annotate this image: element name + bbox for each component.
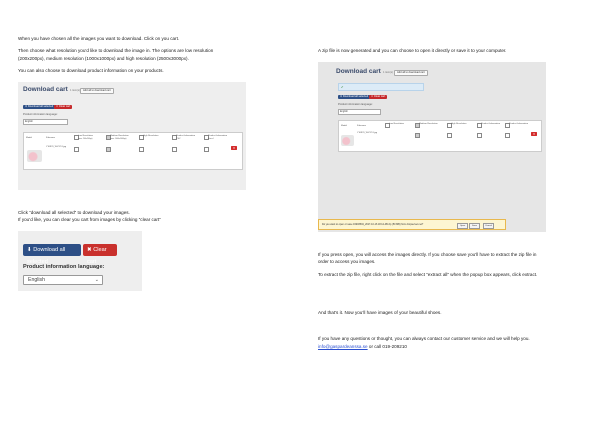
download-icon: ⬇ — [25, 105, 28, 108]
add-all-button-2: Add all to download cart — [394, 70, 428, 76]
row-checkbox-csv — [172, 147, 177, 152]
close-icon: ✕ — [232, 146, 236, 150]
row-checkbox-high — [139, 147, 144, 152]
contact-line: If you have any questions or thought, you can always contact our customer service and we will help you. — [318, 336, 530, 341]
row-checkbox-excel-2 — [505, 133, 510, 138]
col-excel: Excel — [208, 138, 214, 140]
shoe-thumbnail-2 — [341, 135, 354, 146]
chevron-down-icon: ⌄ — [94, 277, 99, 283]
cancel-button: Cancel — [483, 223, 494, 230]
cart-title-2: Download cart — [336, 68, 381, 75]
language-select: English ⌄ — [23, 275, 103, 285]
download-icon: ⬇ — [340, 95, 343, 98]
row-filename: Y16976_W-PJT4.jpg — [46, 146, 67, 148]
product-info-label-2: Product information language: — [338, 103, 373, 106]
col-medium: Medium Resolution — [110, 135, 129, 137]
instruction-extract: To extract the zip file, right click on the file and select ”extract all” when the popup box appears, click extract. — [318, 272, 538, 277]
cart-item-count-2: 1 item(s) — [383, 71, 394, 74]
col-low: Low Resolution — [78, 135, 93, 137]
add-all-button: Add all to download cart — [80, 88, 114, 94]
col-low-2: Low Resolution — [389, 123, 404, 125]
row-checkbox-low — [74, 147, 79, 152]
download-notification-bar — [318, 219, 506, 230]
product-info-label: Product information language: — [23, 113, 58, 116]
download-cart-screenshot — [18, 82, 246, 190]
check-icon: ✔ — [341, 85, 344, 89]
cart-table-2 — [338, 120, 542, 152]
download-all-mini-button: ⬇ Download all selected — [25, 105, 54, 108]
col-low-size: (max. 200x200px) — [78, 138, 93, 140]
language-select-mini: English — [23, 119, 68, 125]
instruction-zip-generated: A zip file is now generated and you can choose to open it directly or save it to your computer. — [318, 48, 507, 53]
shoe-thumbnail — [27, 150, 42, 162]
cart-title: Download cart — [23, 86, 68, 93]
product-info-language-label: Product information language: — [23, 264, 105, 270]
cart-item-count: 1 item(s) — [70, 89, 81, 92]
col-product-info-excel-2: Product Information — [509, 123, 529, 125]
col-product-info-excel: Product Information — [208, 135, 228, 137]
row-checkbox-medium-2 — [415, 133, 420, 138]
instruction-open-save-line1: If you press open, you will access the images directly. If you choose save you’ll have to extract the zip file in — [318, 252, 537, 257]
contact-details — [318, 344, 407, 350]
row-checkbox-medium — [106, 147, 111, 152]
col-medium-2: Medium Resolution — [419, 123, 438, 125]
instruction-choose-images: When you have chosen all the images you want to download. Click on you cart. — [18, 36, 180, 41]
row-checkbox-excel — [204, 147, 209, 152]
open-button: Open — [457, 223, 468, 230]
row-checkbox-high-2 — [447, 133, 452, 138]
phone-text: or call 019-209210 — [367, 344, 407, 349]
col-filename-2: Filename — [357, 125, 366, 127]
cart-table — [23, 132, 243, 170]
x-icon: ✖ — [87, 247, 92, 253]
x-icon: ✕ — [371, 95, 374, 98]
download-all-button: ⬇ Download all selected — [23, 244, 81, 256]
instruction-download-all: Click “download all selected” to download your images. — [18, 210, 130, 215]
save-button: Save — [469, 223, 480, 230]
notice-box — [338, 83, 424, 91]
row-checkbox-csv-2 — [477, 133, 482, 138]
download-all-mini-button-2: ⬇ Download all selected — [340, 95, 369, 98]
email-link[interactable]: info@gaspardeanssa.se — [318, 344, 368, 349]
download-prompt-text: Do you want to open or save 19903504_2017-10-16 18:12-4B.zip (50 MB) from dropserver.net? — [322, 222, 424, 226]
instruction-resolution-line1: Then choose what resolution you’d like to download the image in. The options are low resolution — [18, 48, 214, 53]
instruction-resolution-line2: (200x200px), medium resolution (1000x1000px) and high resolution (2500x3000px). — [18, 56, 189, 61]
col-high: High Resolution — [143, 135, 159, 137]
col-model-2: Model — [341, 125, 347, 127]
col-model: Model — [26, 137, 32, 139]
close-icon: ✕ — [532, 132, 536, 136]
instruction-clear-cart: If you’d like, you can clear you cart from images by clicking “clear cart” — [18, 217, 161, 222]
col-medium-size: (max. 1000x1000px) — [110, 138, 127, 140]
download-icon: ⬇ — [27, 247, 32, 253]
instruction-open-save-line2: order to access you images. — [318, 259, 376, 264]
col-product-info-csv: Product Information — [176, 135, 196, 137]
col-product-info-csv-2: Product Information — [481, 123, 501, 125]
row-filename-2: Y16976_W-PJT4.jpg — [357, 132, 378, 134]
col-high-2: High Resolution — [451, 123, 467, 125]
clear-cart-button: ✖ Clear cart — [83, 244, 117, 256]
download-prompt-screenshot — [318, 62, 546, 232]
col-filename: Filename — [46, 137, 55, 139]
clear-cart-mini-button: ✕ Clear cart — [56, 105, 71, 108]
language-select-mini-2: English — [338, 109, 381, 115]
buttons-screenshot — [18, 231, 142, 291]
clear-cart-mini-button-2: ✕ Clear cart — [371, 95, 386, 98]
instruction-product-info: You can also choose to download product information on your products. — [18, 68, 164, 73]
x-icon: ✕ — [56, 105, 59, 108]
col-csv: CSV — [176, 138, 181, 140]
closing-line: And that’s it. Now you’ll have images of your beautiful shoes. — [318, 310, 442, 315]
